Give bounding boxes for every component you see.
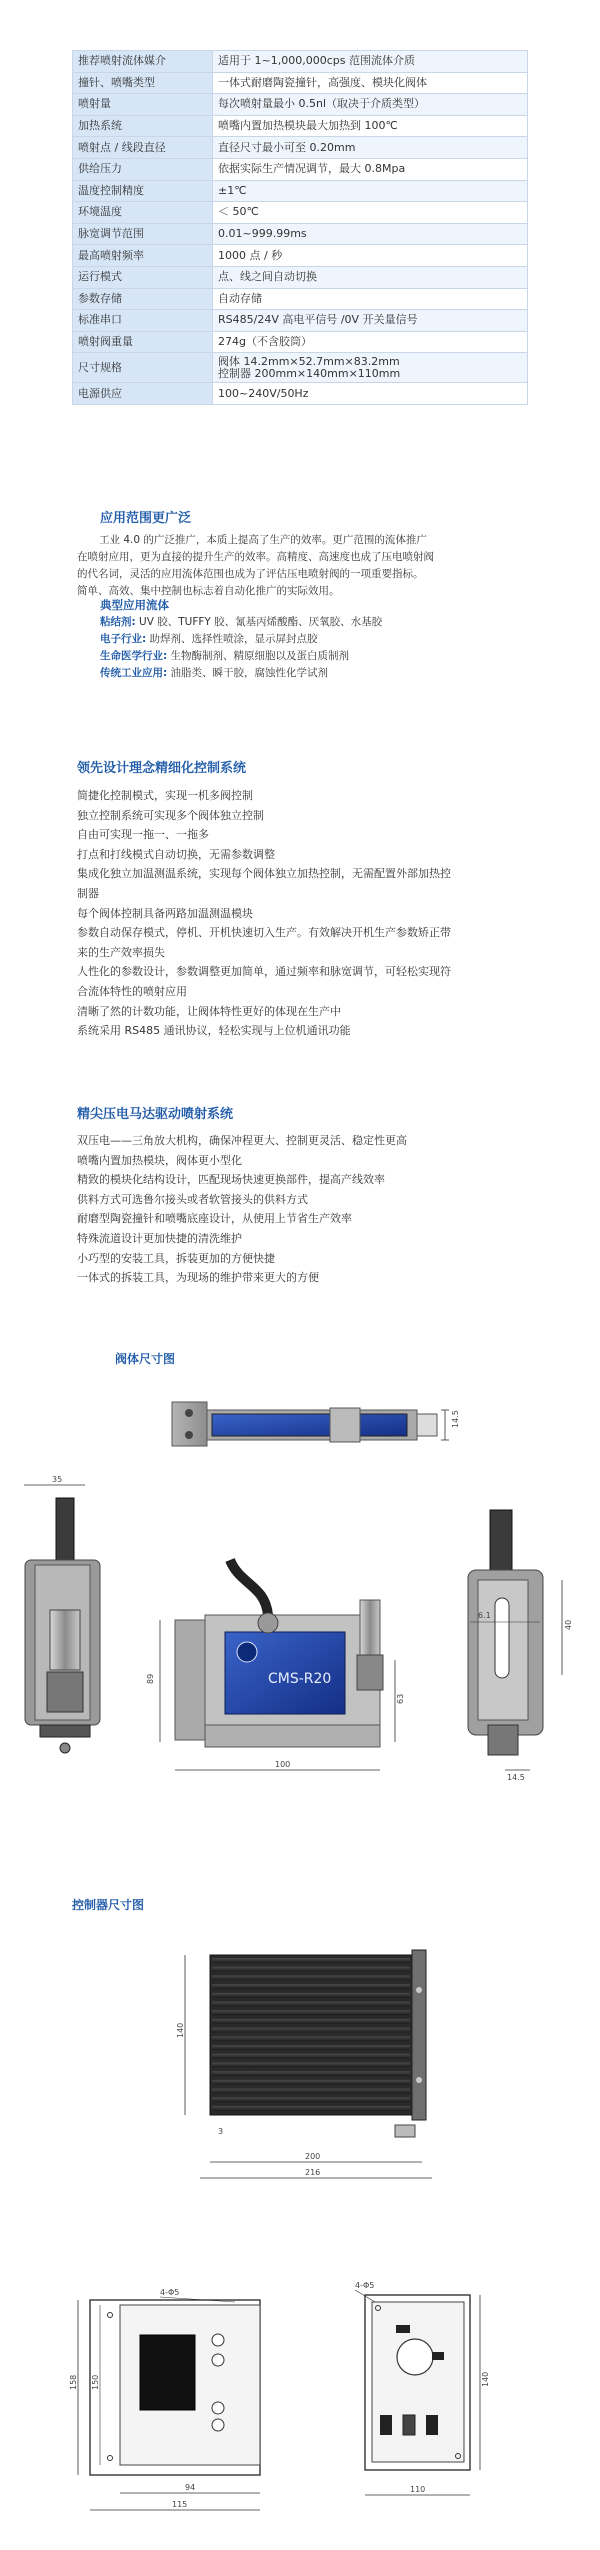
spec-key: 温度控制精度 — [73, 180, 213, 202]
valve-top-view — [172, 1402, 460, 1446]
dim-label: 140 — [481, 2371, 490, 2387]
spec-value: 274g（不含胶筒） — [213, 331, 528, 353]
dim-label: 216 — [305, 2168, 321, 2177]
heatsink-fin — [212, 2054, 410, 2059]
spec-value: 阀体 14.2mm×52.7mm×83.2mm 控制器 200mm×140mm×110mm — [213, 353, 528, 383]
spec-value: ±1℃ — [213, 180, 528, 202]
fluid-text: 生物酶制剂、精原细胞以及蛋白质制剂 — [170, 650, 350, 662]
spec-value: 适用于 1~1,000,000cps 范围流体介质 — [213, 51, 528, 73]
heatsink-fin — [212, 2062, 410, 2067]
heatsink-fin — [212, 2028, 410, 2033]
spec-key: 脉宽调节范围 — [73, 223, 213, 245]
controller-top-view — [176, 1950, 432, 2178]
valve-left-view — [24, 1475, 100, 1753]
dim-label: 100 — [275, 1760, 291, 1769]
spec-key: 撞针、喷嘴类型 — [73, 72, 213, 94]
heatsink-fin — [212, 2002, 410, 2007]
spec-row — [73, 115, 528, 137]
dim-label: 3 — [218, 2127, 224, 2136]
heatsink-fin — [212, 1993, 410, 1998]
dim-label: 4-Φ5 — [355, 2281, 375, 2290]
spec-value: ＜ 50℃ — [213, 202, 528, 224]
spec-key: 喷射点 / 线段直径 — [73, 137, 213, 159]
dim-label: 140 — [176, 2022, 185, 2038]
piezo-title: 精尖压电马达驱动喷射系统 — [77, 1107, 234, 1122]
spec-value: 自动存储 — [213, 288, 528, 310]
spec-value: 100~240V/50Hz — [213, 383, 528, 405]
dim-label: 89 — [146, 1673, 155, 1684]
heatsink-fin — [212, 2080, 410, 2085]
dim-label: 4-Φ5 — [160, 2288, 180, 2297]
valve-model-label: CMS-R20 — [268, 1671, 332, 1687]
design-line: 自由可实现一拖一、一拖多 — [77, 828, 209, 842]
heatsink-fin — [212, 2089, 410, 2094]
piezo-line: 耐磨型陶瓷撞针和喷嘴底座设计，从使用上节省生产效率 — [77, 1212, 352, 1226]
heatsink-fin — [212, 1984, 410, 1989]
design-line: 参数自动保存模式，停机、开机快速切入生产。有效解决开机生产参数矫正带 — [77, 926, 451, 940]
spec-table — [72, 50, 528, 405]
fluid-text: 助焊剂、选择性喷涂，显示屏封点胶 — [149, 633, 318, 645]
spec-key: 供给压力 — [73, 158, 213, 180]
design-line: 简捷化控制模式，实现一机多阀控制 — [77, 789, 253, 802]
heatsink-fin — [212, 2036, 410, 2041]
valve-dimension-drawing — [0, 1370, 600, 1900]
spec-value: 1000 点 / 秒 — [213, 245, 528, 267]
heatsink-fin — [212, 1967, 410, 1972]
fluid-item — [100, 631, 382, 648]
dim-label: 150 — [91, 2374, 100, 2390]
dim-label: 40 — [564, 1619, 573, 1630]
fluids-title: 典型应用流体 — [100, 598, 169, 612]
heatsink-fin — [212, 1958, 410, 1963]
application-line: 在喷射应用，更为直接的提升生产的效率。高精度、高速度也成了压电喷射阀 — [77, 551, 434, 563]
spec-key: 加热系统 — [73, 115, 213, 137]
dim-label: 35 — [52, 1475, 63, 1484]
spec-row — [73, 158, 528, 180]
valve-drawing-title: 阀体尺寸图 — [115, 1352, 176, 1366]
application-line: 的代名词，灵活的应用流体范围也成为了评估压电喷射阀的一项重要指标。 — [77, 568, 424, 580]
heatsink-fin — [212, 2071, 410, 2076]
design-line: 人性化的参数设计，参数调整更加简单，通过频率和脉宽调节，可轻松实现符 — [77, 965, 451, 979]
spec-row — [73, 331, 528, 353]
dim-label: 110 — [410, 2485, 426, 2494]
dim-label: 14.5 — [507, 1773, 525, 1782]
spec-value: 直径尺寸最小可至 0.20mm — [213, 137, 528, 159]
fluids-list — [100, 614, 382, 682]
piezo-list — [77, 1131, 407, 1288]
spec-row — [73, 51, 528, 73]
spec-key: 参数存储 — [73, 288, 213, 310]
controller-dimension-drawing — [0, 1910, 600, 2540]
dim-label: 14.5 — [451, 1410, 460, 1428]
piezo-line: 喷嘴内置加热模块，阀体更小型化 — [77, 1153, 242, 1167]
heatsink-fin — [212, 2019, 410, 2024]
heatsink-fin — [212, 2106, 410, 2111]
fluid-item — [100, 648, 382, 665]
spec-row — [73, 94, 528, 116]
design-line: 打点和打线模式自动切换，无需参数调整 — [77, 847, 275, 861]
spec-key: 运行模式 — [73, 266, 213, 288]
spec-key: 喷射阀重量 — [73, 331, 213, 353]
design-line: 制器 — [77, 886, 99, 900]
spec-key: 电源供应 — [73, 383, 213, 405]
controller-drawing-title: 控制器尺寸图 — [72, 1898, 145, 1912]
spec-row — [73, 383, 528, 405]
spec-row — [73, 266, 528, 288]
spec-key: 环境温度 — [73, 202, 213, 224]
spec-value: 每次喷射量最小 0.5nl（取决于介质类型） — [213, 94, 528, 116]
heatsink-fin — [212, 1975, 410, 1980]
spec-key: 喷射量 — [73, 94, 213, 116]
dim-label: 94 — [185, 2483, 196, 2492]
spec-value: 喷嘴内置加热模块最大加热到 100℃ — [213, 115, 528, 137]
fluid-label: 粘结剂: — [100, 616, 136, 628]
spec-row — [73, 288, 528, 310]
design-line: 合流体特性的喷射应用 — [77, 984, 187, 998]
piezo-line: 供料方式可选鲁尔接头或者软管接头的供料方式 — [77, 1192, 308, 1206]
piezo-line: 特殊流道设计更加快捷的清洗维护 — [77, 1231, 242, 1245]
piezo-line: 双压电——三角放大机构，确保冲程更大、控制更灵活、稳定性更高 — [77, 1134, 407, 1147]
piezo-line: 精致的模块化结构设计，匹配现场快速更换部件，提高产线效率 — [77, 1173, 385, 1187]
spec-key: 推荐喷射流体媒介 — [73, 51, 213, 73]
spec-value: 0.01~999.99ms — [213, 223, 528, 245]
design-line: 每个阀体控制具备两路加温测温模块 — [77, 906, 253, 920]
dim-label: 63 — [396, 1693, 405, 1704]
spec-value: 点、线之间自动切换 — [213, 266, 528, 288]
fluid-label: 电子行业: — [100, 633, 147, 645]
spec-row — [73, 310, 528, 332]
controller-rear-view — [355, 2281, 490, 2495]
design-line: 清晰了然的计数功能，让阀体特性更好的体现在生产中 — [77, 1004, 341, 1018]
dim-label: 158 — [69, 2374, 78, 2390]
spec-key: 最高喷射频率 — [73, 245, 213, 267]
design-line: 集成化独立加温测温系统，实现每个阀体独立加热控制，无需配置外部加热控 — [77, 867, 451, 881]
fluid-text: UV 胶、TUFFY 胶、氰基丙烯酸酯、厌氧胶、水基胶 — [139, 616, 383, 628]
spec-value: 依据实际生产情况调节，最大 0.8Mpa — [213, 158, 528, 180]
application-title: 应用范围更广泛 — [100, 511, 192, 526]
fluid-item — [100, 665, 382, 682]
spec-row — [73, 202, 528, 224]
design-list — [77, 786, 451, 1041]
controller-front-view — [69, 2288, 260, 2510]
dim-label: 200 — [305, 2152, 321, 2161]
dim-label: 115 — [172, 2500, 188, 2509]
piezo-line: 小巧型的安装工具，拆装更加的方便快捷 — [77, 1251, 275, 1265]
design-title: 领先设计理念精细化控制系统 — [77, 761, 247, 776]
dim-label: 6.1 — [478, 1611, 491, 1620]
heatsink-fin — [212, 2045, 410, 2050]
design-line: 来的生产效率损失 — [77, 945, 165, 959]
spec-value: RS485/24V 高电平信号 /0V 开关量信号 — [213, 310, 528, 332]
spec-key: 标准串口 — [73, 310, 213, 332]
spec-row — [73, 245, 528, 267]
spec-key: 尺寸规格 — [73, 353, 213, 383]
heatsink-fin — [212, 2097, 410, 2102]
spec-row — [73, 353, 528, 383]
fluid-label: 传统工业应用: — [100, 667, 168, 679]
application-line: 工业 4.0 的广泛推广，本质上提高了生产的效率。更广范围的流体推广 — [99, 534, 427, 546]
spec-value: 一体式耐磨陶瓷撞针，高强度、模块化阀体 — [213, 72, 528, 94]
heatsink-fin — [212, 2010, 410, 2015]
valve-right-view — [468, 1510, 573, 1782]
spec-row — [73, 137, 528, 159]
piezo-line: 一体式的拆装工具，为现场的维护带来更大的方便 — [77, 1271, 319, 1285]
fluid-text: 油脂类、瞬干胶，腐蚀性化学试剂 — [170, 667, 329, 679]
fluid-label: 生命医学行业: — [100, 650, 168, 662]
spec-row — [73, 72, 528, 94]
design-line: 独立控制系统可实现多个阀体独立控制 — [77, 808, 264, 822]
spec-row — [73, 180, 528, 202]
application-line: 简单、高效、集中控制也标志着自动化推广的实际效用。 — [77, 585, 340, 597]
fluid-item — [100, 614, 382, 631]
valve-front-view — [146, 1560, 405, 1770]
design-line: 系统采用 RS485 通讯协议，轻松实现与上位机通讯功能 — [77, 1024, 351, 1038]
spec-row — [73, 223, 528, 245]
application-paragraph — [77, 532, 434, 600]
